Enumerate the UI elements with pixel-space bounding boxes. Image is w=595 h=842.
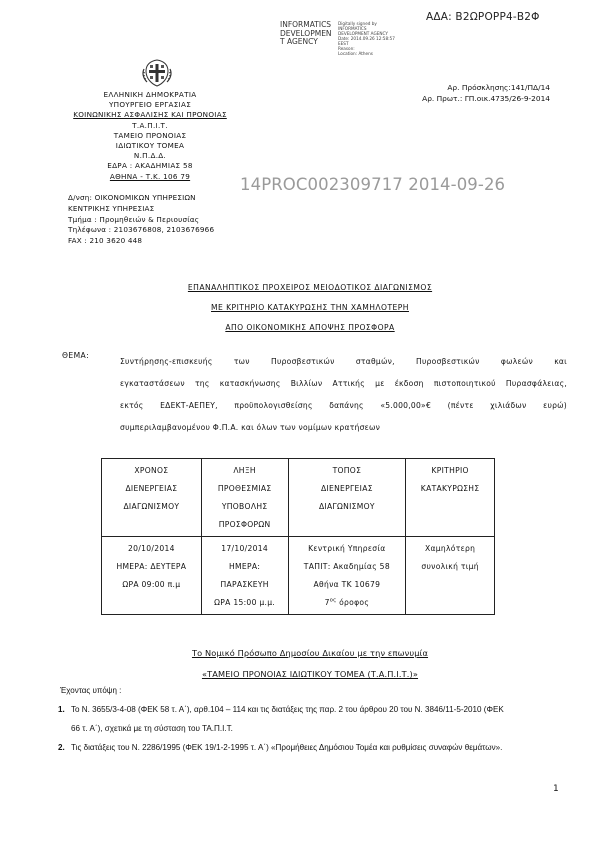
intro-line: Το Νομικό Πρόσωπο Δημοσίου Δικαίου με την επωνυμία [191, 648, 429, 658]
cell-text: ΩΡΑ 15:00 μ.μ. [214, 598, 276, 607]
entity-intro [60, 643, 560, 685]
list-item-text [71, 738, 565, 757]
list-item [58, 700, 566, 740]
cell-criterion [406, 537, 495, 615]
header-text: ΚΑΤΑΚΥΡΩΣΗΣ [420, 484, 480, 493]
header-text: ΠΡΟΣΦΟΡΩΝ [218, 520, 271, 529]
cell-text: 17/10/2014 [221, 544, 269, 553]
cell-deadline [201, 537, 288, 615]
sender-line: ΤΑΜΕΙΟ ΠΡΟΝΟΙΑΣ [113, 130, 187, 140]
stamp-info-line: DEVELOPMENT AGENCY [338, 31, 388, 36]
list-item [58, 738, 566, 758]
greek-emblem-icon [140, 58, 174, 88]
sender-detail-line: ΚΕΝΤΡΙΚΗΣ ΥΠΗΡΕΣΙΑΣ [68, 203, 155, 213]
header-text: ΠΡΟΘΕΣΜΙΑΣ [217, 484, 272, 493]
list-item-number: 2. [58, 743, 65, 752]
header-cell-deadline [201, 459, 288, 537]
sender-line: ΚΟΙΝΩΝΙΚΗΣ ΑΣΦΑΛΙΣΗΣ ΚΑΙ ΠΡΟΝΟΙΑΣ [73, 110, 227, 120]
header-text: ΔΙΕΝΕΡΓΕΙΑΣ [125, 484, 178, 493]
page-number: 1 [553, 784, 559, 794]
ada-code: ΑΔΑ: Β2ΩΡΟΡΡ4-Β2Φ [426, 11, 540, 23]
document-heading [60, 278, 560, 338]
sender-detail-line: Τηλέφωνα : 2103676808, 2103676966 [68, 225, 215, 235]
protocol-number: Αρ. Πρωτ.: ΓΠ.οικ.4735/26-9-2014 [422, 93, 550, 103]
list-item-line: 66 τ. Α΄), σχετικά με τη σύσταση του ΤΑ.Π.Ι.Τ. [71, 724, 233, 733]
considering-label: Έχοντας υπόψη : [60, 686, 122, 695]
intro-line: «ΤΑΜΕΙΟ ΠΡΟΝΟΙΑΣ ΙΔΙΩΤΙΚΟΥ ΤΟΜΕΑ (Τ.Α.Π.Ι.Τ.)» [201, 669, 419, 679]
stamp-info-line: Date: 2014.09.26 12:58:57 [338, 36, 395, 41]
cell-text: ΗΜΕΡΑ: [229, 562, 261, 571]
heading-line: ΜΕ ΚΡΙΤΗΡΙΟ ΚΑΤΑΚΥΡΩΣΗΣ ΤΗΝ ΧΑΜΗΛΟΤΕΡΗ [211, 303, 409, 312]
stamp-title-line: DEVELOPMEN [280, 28, 332, 38]
sender-line: ΕΔΡΑ : ΑΚΑΔΗΜΙΑΣ 58 [107, 161, 193, 171]
subject-text [120, 351, 567, 439]
sender-details [68, 193, 214, 247]
header-cell-criterion [406, 459, 495, 537]
header-cell-time [102, 459, 202, 537]
sender-line: ΥΠΟΥΡΓΕΙΟ ΕΡΓΑΣΙΑΣ [108, 100, 192, 110]
header-text: ΔΙΑΓΩΝΙΣΜΟΥ [123, 502, 180, 511]
sender-line: Ν.Π.Δ.Δ. [133, 151, 167, 161]
sender-line: ΑΘΗΝΑ - Τ.Κ. 106 79 [109, 171, 191, 181]
cell-text: Κεντρική Υπηρεσία [308, 544, 386, 553]
reference-numbers [405, 83, 550, 104]
stamp-info-line: Reason: [338, 46, 355, 51]
signature-stamp-title [280, 21, 332, 47]
sender-detail-line: FAX : 210 3620 448 [68, 236, 143, 246]
sender-detail-line: Τμήμα : Προμηθειών & Περιουσίας [68, 214, 200, 224]
header-text: ΚΡΙΤΗΡΙΟ [431, 466, 469, 475]
cell-place [288, 537, 406, 615]
cell-time [102, 537, 202, 615]
cell-text: ΠΑΡΑΣΚΕΥΗ [220, 580, 269, 589]
subject-line: εγκαταστάσεων της κατασκήνωσης Βιλλίων Αττικής με έκδοση πιστοποιητικού Πυρασφάλειας, [120, 379, 567, 388]
signature-stamp-info [338, 21, 408, 56]
tender-info-table [101, 458, 495, 615]
document-id-watermark: 14PROC002309717 2014-09-26 [240, 175, 506, 194]
stamp-title-line: INFORMATICS [280, 20, 332, 29]
list-item-line: Το Ν. 3655/3-4-08 (ΦΕΚ 58 τ. Α΄), αρθ.104 – 114 και τις διατάξεις της παρ. 2 του άρθρου 20 του Ν. 3846/11-5-2010 (ΦΕΚ [71, 705, 504, 714]
cell-text: ΩΡΑ 09:00 π.μ [122, 580, 181, 589]
cell-text: Αθήνα ΤΚ 10679 [313, 580, 381, 589]
sender-line: ΙΔΙΩΤΙΚΟΥ ΤΟΜΕΑ [115, 141, 185, 151]
cell-text: 20/10/2014 [127, 544, 175, 553]
floor-word: όροφος [336, 598, 370, 607]
invitation-number: Αρ. Πρόσκλησης:141/ΠΔ/14 [447, 83, 550, 92]
list-item-line: Τις διατάξεις του Ν. 2286/1995 (ΦΕΚ 19/1-2-1995 τ. Α΄) «Προμήθειες Δημόσιου Τομέα και ρυθμίσεις συναφών θεμάτων». [71, 743, 503, 752]
stamp-info-line: Digitally signed by [338, 21, 377, 26]
floor-number: 7 [324, 598, 330, 607]
header-text: ΥΠΟΒΟΛΗΣ [221, 502, 268, 511]
subject-line: συμπεριλαμβανομένου Φ.Π.Α. και όλων των νομίμων κρατήσεων [120, 423, 381, 432]
table-header-row [102, 459, 495, 537]
sender-detail-line: Δ/νση: ΟΙΚΟΝΟΜΙΚΩΝ ΥΠΗΡΕΣΙΩΝ [68, 193, 196, 202]
header-text: ΧΡΟΝΟΣ [134, 466, 169, 475]
heading-line: ΑΠΟ ΟΙΚΟΝΟΜΙΚΗΣ ΑΠΟΨΗΣ ΠΡΟΣΦΟΡΑ [225, 323, 395, 332]
cell-text: ΗΜΕΡΑ: ΔΕΥΤΕΡΑ [116, 562, 187, 571]
stamp-info-line: EEST [338, 41, 349, 46]
heading-line: ΕΠΑΝΑΛΗΠΤΙΚΟΣ ΠΡΟΧΕΙΡΟΣ ΜΕΙΟΔΟΤΙΚΟΣ ΔΙΑΓΩΝΙΣΜΟΣ [187, 283, 433, 292]
header-cell-place [288, 459, 406, 537]
subject-line: εκτός ΕΔΕΚΤ-ΑΕΠΕΥ, προϋπολογισθείσης δαπάνης «5.000,00»€ (πέντε χιλιάδων ευρώ) [120, 401, 567, 410]
header-text: ΛΗΞΗ [233, 466, 256, 475]
list-item-text [71, 700, 565, 738]
subject-line: Συντήρησης-επισκευής των Πυροσβεστικών σταθμών, Πυροσβεστικών φωλεών και [120, 357, 567, 366]
stamp-title-line: T AGENCY [280, 37, 318, 46]
sender-line: Τ.Α.Π.Ι.Τ. [132, 120, 168, 130]
header-text: ΔΙΑΓΩΝΙΣΜΟΥ [318, 502, 375, 511]
cell-text: συνολική τιμή [421, 562, 479, 571]
list-item-number: 1. [58, 705, 65, 714]
subject-label: ΘΕΜΑ: [62, 351, 90, 360]
header-text: ΤΟΠΟΣ [332, 466, 362, 475]
table-row [102, 537, 495, 615]
stamp-info-line: Location: Athens [338, 51, 373, 56]
sender-line: ΕΛΛΗΝΙΚΗ ΔΗΜΟΚΡΑΤΙΑ [103, 90, 197, 99]
floor-ordinal: ος [329, 597, 337, 604]
stamp-info-line: INFORMATICS [338, 26, 367, 31]
cell-text: ΤΑΠΙΤ: Ακαδημίας 58 [303, 562, 390, 571]
cell-text: Χαμηλότερη [424, 544, 476, 553]
sender-header [30, 90, 270, 182]
header-text: ΔΙΕΝΕΡΓΕΙΑΣ [320, 484, 373, 493]
floor-text [291, 594, 404, 612]
